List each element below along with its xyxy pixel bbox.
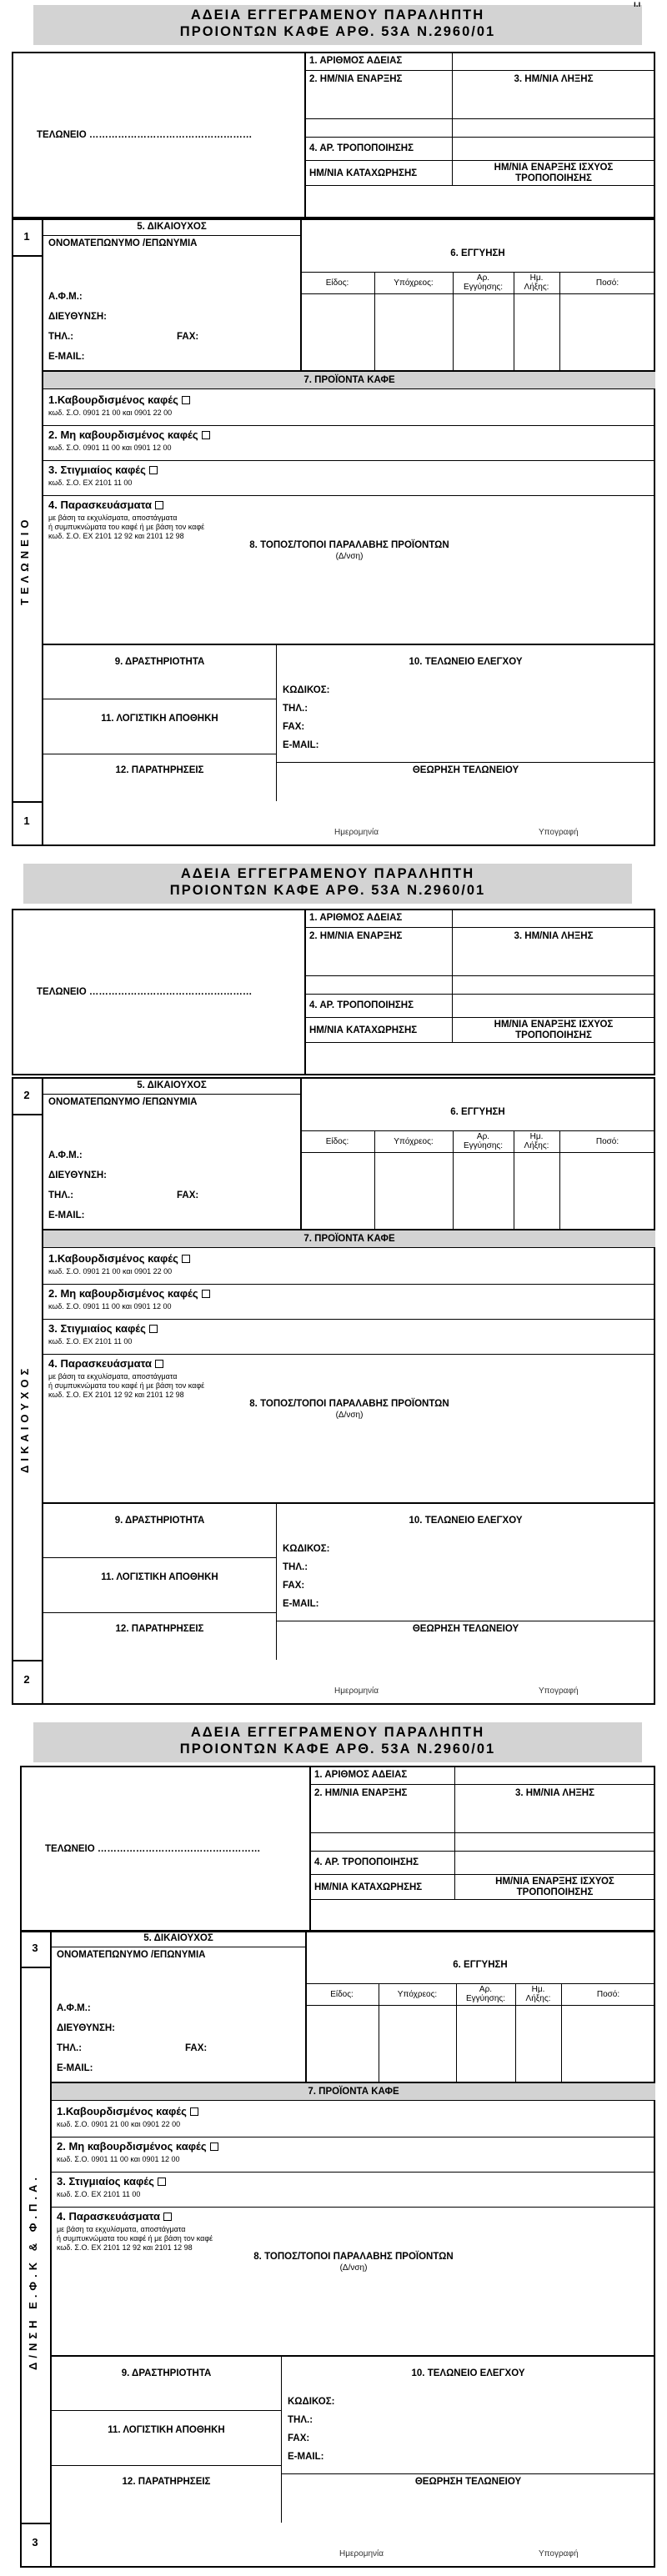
product-name-text: 3. Στιγμιαίος καφές	[48, 464, 146, 476]
field-6-guarantee: 6. ΕΓΓΥΗΣΗ	[450, 248, 505, 258]
header-row-line	[304, 160, 655, 161]
title-line-2: ΠΡΟΙΟΝΤΩΝ ΚΑΦΕ ΑΡΘ. 53Α Ν.2960/01	[179, 24, 496, 39]
lower-row-line	[52, 2465, 281, 2466]
product-3-codes: κωδ. Σ.Ο. ΕΧ 2101 11 00	[48, 1337, 133, 1346]
product-2-codes: κωδ. Σ.Ο. 0901 11 00 και 0901 12 00	[48, 1302, 172, 1311]
header-row-line	[309, 1899, 655, 1900]
copy-side-label: ΔΙΚΑΙΟΥΧΟΣ	[18, 1364, 31, 1474]
amendment-validity-line-2: ΤΡΟΠΟΠΟΙΗΣΗΣ	[515, 173, 592, 183]
product-row-line	[43, 1354, 655, 1355]
signature-label: Υπογραφή	[539, 1686, 579, 1696]
preparations-line-3: κωδ. Σ.Ο. ΕΧ 2101 12 92 και 2101 12 98	[57, 2243, 193, 2252]
header-row-line	[304, 1017, 655, 1018]
guarantee-col-number	[453, 273, 514, 292]
amendment-validity-line-1: ΗΜ/ΝΙΑ ΕΝΑΡΞΗΣ ΙΣΧΥΟΣ	[495, 1877, 614, 1887]
product-2-name	[48, 1287, 210, 1300]
preparations-line-3: κωδ. Σ.Ο. ΕΧ 2101 12 92 και 2101 12 98	[48, 532, 184, 540]
customs-office-label: ΤΕΛΩΝΕΙΟ ……………………………………………	[37, 987, 253, 997]
preparations-name-text: 4. Παρασκευάσματα	[48, 499, 153, 511]
field-6-guarantee: 6. ΕΓΓΥΗΣΗ	[450, 1107, 505, 1117]
preparations-name-text: 4. Παρασκευάσματα	[48, 1357, 153, 1370]
guarantee-col-obligor	[374, 278, 453, 288]
side-strip-divider	[50, 1930, 52, 2568]
guarantee-col-number	[456, 1985, 515, 2003]
product-row-line	[43, 495, 655, 496]
product-3-name	[48, 464, 158, 476]
field-8-sub: (Δ/νση)	[339, 2263, 368, 2273]
field-8-places: 8. ΤΟΠΟΣ/ΤΟΠΟΙ ΠΑΡΑΛΑΒΗΣ ΠΡΟΪΟΝΤΩΝ	[249, 1399, 449, 1409]
field-11-tax-warehouse: 11. ΛΟΓΙΣΤΙΚΗ ΑΠΟΘΗΚΗ	[101, 714, 218, 724]
amendment-validity-line-1: ΗΜ/ΝΙΑ ΕΝΑΡΞΗΣ ΙΣΧΥΟΣ	[494, 163, 614, 173]
customs-visa-label: ΘΕΩΡΗΣΗ ΤΕΛΩΝΕΙΟΥ	[414, 2477, 522, 2487]
header-row-line	[304, 994, 655, 995]
product-checkbox[interactable]	[149, 466, 158, 474]
guarantee-col-expiry-text: Ημ.	[529, 1132, 544, 1141]
preparations-line-2: ή συμπυκνώματα του καφέ ή με βάση τον καφέ	[48, 1381, 205, 1390]
product-1-name	[57, 2105, 198, 2117]
control-email-label: E-MAIL:	[288, 2452, 324, 2462]
registration-date-label: ΗΜ/ΝΙΑ ΚΑΤΑΧΩΡΗΣΗΣ	[309, 168, 418, 178]
product-3-name	[57, 2175, 166, 2188]
preparations-checkbox[interactable]	[155, 1360, 163, 1368]
field-5-holder: 5. ΔΙΚΑΙΟΥΧΟΣ	[143, 1933, 213, 1943]
preparations-line-1: με βάση τα εκχυλίσματα, αποστάγματα	[57, 2225, 186, 2233]
guarantee-table-line	[300, 1152, 655, 1153]
title-line-1: ΑΔΕΙΑ ΕΓΓΕΓΡΑΜΕΝΟΥ ΠΑΡΑΛΗΠΤΗ	[190, 1725, 485, 1740]
email-label: E-MAIL:	[57, 2063, 93, 2073]
field-10-control-office: 10. ΤΕΛΩΝΕΙΟ ΕΛΕΓΧΟΥ	[409, 1516, 523, 1526]
header-col-line	[454, 1766, 455, 1784]
customs-visa-label: ΘΕΩΡΗΣΗ ΤΕΛΩΝΕΙΟΥ	[412, 765, 519, 775]
name-label: ΟΝΟΜΑΤΕΠΩΝΥΜΟ /ΕΠΩΝΥΜΙΑ	[48, 1097, 198, 1107]
preparations-line-2: ή συμπυκνώματα του καφέ ή με βάση τον καφέ	[57, 2234, 213, 2243]
tel-label: ΤΗΛ.:	[48, 1190, 74, 1200]
guarantee-col-amount-text: Ποσό:	[595, 278, 619, 288]
product-name-text: 2. Μη καβουρδισμένος καφές	[48, 428, 198, 441]
field-2-start-date: 2. ΗΜ/ΝΙΑ ΕΝΑΡΞΗΣ	[309, 74, 403, 84]
guarantee-col-expiry-text: Λήξης:	[524, 1141, 549, 1150]
product-row-line	[43, 1284, 655, 1285]
header-row-line	[309, 1874, 655, 1875]
products-line	[43, 1247, 655, 1248]
guarantee-col-expiry-text: Λήξης:	[524, 283, 549, 292]
amendment-validity-line-2: ΤΡΟΠΟΠΟΙΗΣΗΣ	[516, 1887, 594, 1897]
header-divider	[309, 1766, 311, 1932]
product-checkbox[interactable]	[202, 1290, 210, 1298]
product-checkbox[interactable]	[149, 1325, 158, 1333]
control-email-label: E-MAIL:	[283, 740, 319, 750]
side-strip-divider	[42, 1077, 43, 1705]
control-code-label: ΚΩΔΙΚΟΣ:	[283, 685, 330, 695]
product-name-text: 1.Καβουρδισμένος καφές	[57, 2105, 187, 2117]
product-row-line	[52, 2172, 655, 2173]
header-row-line	[304, 975, 655, 976]
product-1-name	[48, 393, 190, 406]
product-name-text: 3. Στιγμιαίος καφές	[57, 2175, 154, 2188]
tel-label: ΤΗΛ.:	[48, 332, 74, 342]
field-3-end-date: 3. ΗΜ/ΝΙΑ ΛΗΞΗΣ	[514, 74, 594, 84]
field-11-tax-warehouse: 11. ΛΟΓΙΣΤΙΚΗ ΑΠΟΘΗΚΗ	[108, 2425, 225, 2435]
customs-visa-label: ΘΕΩΡΗΣΗ ΤΕΛΩΝΕΙΟΥ	[412, 1624, 519, 1634]
product-checkbox[interactable]	[158, 2178, 166, 2186]
guarantee-col-amount	[559, 278, 655, 288]
field-12-remarks: 12. ΠΑΡΑΤΗΡΗΣΕΙΣ	[115, 765, 204, 775]
guarantee-col-expiry	[514, 273, 559, 292]
date-label: Ημερομηνία	[334, 1686, 379, 1696]
guarantee-col-obligor	[374, 1137, 453, 1146]
guarantee-col-type	[305, 1990, 379, 1999]
afm-label: Α.Φ.Μ.:	[57, 2003, 91, 2013]
guarantee-col-expiry	[514, 1132, 559, 1150]
holder-title-line	[43, 1094, 300, 1095]
preparations-name-text: 4. Παρασκευάσματα	[57, 2210, 161, 2223]
product-row-line	[43, 1319, 655, 1320]
form-copy-3	[0, 1717, 667, 2576]
lower-top-line	[43, 1502, 655, 1504]
amendment-validity-line-1: ΗΜ/ΝΙΑ ΕΝΑΡΞΗΣ ΙΣΧΥΟΣ	[494, 1020, 614, 1030]
header-col-line	[452, 52, 453, 70]
product-row-line	[43, 425, 655, 426]
product-checkbox[interactable]	[202, 431, 210, 439]
amendment-validity-line-2: ΤΡΟΠΟΠΟΙΗΣΗΣ	[515, 1030, 592, 1040]
copy-number-bottom: 2	[23, 1673, 30, 1686]
guarantee-col-obligor-text: Υπόχρεος:	[394, 1137, 434, 1146]
address-label: ΔΙΕΥΘΥΝΣΗ:	[48, 312, 107, 322]
product-name-text: 3. Στιγμιαίος καφές	[48, 1322, 146, 1335]
header-row-line	[304, 927, 655, 928]
field-9-activity: 9. ΔΡΑΣΤΗΡΙΟΤΗΤΑ	[114, 657, 205, 667]
product-row-line	[43, 460, 655, 461]
guarantee-col-type	[300, 278, 374, 288]
guarantee-col-obligor	[379, 1990, 456, 1999]
fax-label: FAX:	[177, 332, 199, 342]
guarantee-table-line	[305, 2005, 655, 2006]
guarantee-col-number-text: Αρ.	[476, 273, 490, 283]
guarantee-col-amount-text: Ποσό:	[595, 1137, 619, 1146]
copy-number-box-line	[12, 1114, 42, 1115]
header-col-line	[452, 909, 453, 927]
guarantee-col-type	[300, 1137, 374, 1146]
field-3-end-date: 3. ΗΜ/ΝΙΑ ΛΗΞΗΣ	[514, 931, 594, 941]
field-9-activity: 9. ΔΡΑΣΤΗΡΙΟΤΗΤΑ	[114, 1516, 205, 1526]
control-fax-label: FAX:	[283, 722, 305, 732]
field-10-control-office: 10. ΤΕΛΩΝΕΙΟ ΕΛΕΓΧΟΥ	[409, 657, 523, 667]
product-name-text: 2. Μη καβουρδισμένος καφές	[48, 1287, 198, 1300]
form-title	[33, 1722, 642, 1762]
holder-guarantee-divider	[305, 1930, 307, 2082]
preparations-name	[57, 2210, 172, 2223]
afm-label: Α.Φ.Μ.:	[48, 1150, 83, 1160]
field-4-amendment-number: 4. ΑΡ. ΤΡΟΠΟΠΟΙΗΣΗΣ	[314, 1857, 419, 1867]
guarantee-col-expiry-text: Ημ.	[531, 1985, 545, 1994]
product-1-codes: κωδ. Σ.Ο. 0901 21 00 και 0901 22 00	[48, 1267, 173, 1275]
product-3-name	[48, 1322, 158, 1335]
guarantee-col-expiry-text: Ημ.	[529, 273, 544, 283]
guarantee-col-number-text: Αρ.	[476, 1132, 490, 1141]
field-7-products: 7. ΠΡΟΪΟΝΤΑ ΚΑΦΕ	[52, 2083, 655, 2100]
field-3-end-date: 3. ΗΜ/ΝΙΑ ΛΗΞΗΣ	[514, 1788, 595, 1798]
name-label: ΟΝΟΜΑΤΕΠΩΝΥΜΟ /ΕΠΩΝΥΜΙΑ	[57, 1950, 206, 1960]
lower-top-line	[43, 644, 655, 645]
registration-date-label: ΗΜ/ΝΙΑ ΚΑΤΑΧΩΡΗΣΗΣ	[314, 1882, 423, 1892]
field-12-remarks: 12. ΠΑΡΑΤΗΡΗΣΕΙΣ	[115, 1624, 204, 1634]
product-2-name	[57, 2140, 218, 2153]
lower-col-line	[276, 1502, 277, 1660]
lower-top-line	[52, 2355, 655, 2357]
header-row-line	[309, 1832, 655, 1833]
guarantee-col-number-text: Εγγύησης:	[463, 283, 504, 292]
fax-label: FAX:	[177, 1190, 199, 1200]
guarantee-col-expiry-text: Λήξης:	[525, 1994, 551, 2003]
copy-number-bottom: 1	[23, 814, 30, 827]
customs-office-label: ΤΕΛΩΝΕΙΟ ……………………………………………	[45, 1844, 261, 1854]
product-1-codes: κωδ. Σ.Ο. 0901 21 00 και 0901 22 00	[57, 2120, 181, 2128]
field-5-holder: 5. ΔΙΚΑΙΟΥΧΟΣ	[137, 1080, 207, 1090]
product-checkbox[interactable]	[190, 2107, 198, 2116]
holder-guarantee-divider	[300, 1077, 302, 1229]
guarantee-table-line	[300, 293, 655, 294]
product-name-text: 1.Καβουρδισμένος καφές	[48, 393, 178, 406]
preparations-line-2: ή συμπυκνώματα του καφέ ή με βάση τον καφέ	[48, 523, 205, 531]
control-code-label: ΚΩΔΙΚΟΣ:	[283, 1544, 330, 1554]
lower-col-line	[281, 2355, 282, 2523]
guarantee-col-obligor-text: Υπόχρεος:	[397, 1990, 438, 1999]
header-row-line	[304, 137, 655, 138]
lower-col-line	[276, 644, 277, 801]
lower-row-line	[52, 2410, 281, 2411]
field-11-tax-warehouse: 11. ΛΟΓΙΣΤΙΚΗ ΑΠΟΘΗΚΗ	[101, 1572, 218, 1582]
field-9-activity: 9. ΔΡΑΣΤΗΡΙΟΤΗΤΑ	[121, 2368, 212, 2378]
title-line-1: ΑΔΕΙΑ ΕΓΓΕΓΡΑΜΕΝΟΥ ΠΑΡΑΛΗΠΤΗ	[190, 8, 485, 23]
guarantee-col-type-text: Είδος:	[330, 1990, 354, 1999]
field-10-control-office: 10. ΤΕΛΩΝΕΙΟ ΕΛΕΓΧΟΥ	[411, 2368, 525, 2378]
product-2-name	[48, 428, 210, 441]
field-5-holder: 5. ΔΙΚΑΙΟΥΧΟΣ	[137, 222, 207, 232]
copy-number-box-line	[12, 255, 42, 257]
guarantee-col-number-text: Εγγύησης:	[465, 1994, 506, 2003]
date-label: Ημερομηνία	[334, 828, 379, 837]
field-2-start-date: 2. ΗΜ/ΝΙΑ ΕΝΑΡΞΗΣ	[309, 931, 403, 941]
field-2-start-date: 2. ΗΜ/ΝΙΑ ΕΝΑΡΞΗΣ	[314, 1788, 408, 1798]
holder-title-line	[43, 235, 300, 236]
field-7-products: 7. ΠΡΟΪΟΝΤΑ ΚΑΦΕ	[43, 372, 655, 388]
product-checkbox[interactable]	[182, 396, 190, 404]
control-code-label: ΚΩΔΙΚΟΣ:	[288, 2397, 335, 2407]
product-name-text: 2. Μη καβουρδισμένος καφές	[57, 2140, 207, 2153]
form-title	[33, 5, 642, 45]
field-8-places: 8. ΤΟΠΟΣ/ΤΟΠΟΙ ΠΑΡΑΛΑΒΗΣ ΠΡΟΪΟΝΤΩΝ	[249, 540, 449, 550]
product-3-codes: κωδ. Σ.Ο. ΕΧ 2101 11 00	[57, 2190, 141, 2198]
copy-number-top: 3	[32, 1942, 38, 1954]
guarantee-col-expiry	[515, 1985, 561, 2003]
guarantee-table-line	[305, 1983, 655, 1984]
signature-label: Υπογραφή	[539, 828, 579, 837]
guarantee-table-line	[300, 272, 655, 273]
guarantee-col-number-text: Αρ.	[479, 1985, 493, 1994]
control-tel-label: ΤΗΛ.:	[283, 1562, 308, 1572]
preparations-name	[48, 1357, 163, 1370]
field-1-permit-number: 1. ΑΡΙΘΜΟΣ ΑΔΕΙΑΣ	[309, 56, 403, 66]
guarantee-col-type-text: Είδος:	[325, 278, 349, 288]
date-label: Ημερομηνία	[339, 2549, 384, 2558]
afm-label: Α.Φ.Μ.:	[48, 292, 83, 302]
product-row-line	[52, 2207, 655, 2208]
product-name-text: 1.Καβουρδισμένος καφές	[48, 1252, 178, 1265]
copy-number-box-line	[20, 1967, 50, 1968]
fax-label: FAX:	[185, 2043, 208, 2053]
form-copy-1	[0, 0, 667, 859]
copy-side-label: ΤΕΛΩΝΕΙΟ	[18, 515, 31, 605]
guarantee-col-amount	[559, 1137, 655, 1146]
header-col-line	[454, 1832, 455, 1874]
email-label: E-MAIL:	[48, 352, 85, 362]
customs-office-label: ΤΕΛΩΝΕΙΟ ……………………………………………	[37, 130, 253, 140]
preparations-checkbox[interactable]	[163, 2213, 172, 2221]
field-12-remarks: 12. ΠΑΡΑΤΗΡΗΣΕΙΣ	[122, 2477, 211, 2487]
preparations-line-3: κωδ. Σ.Ο. ΕΧ 2101 12 92 και 2101 12 98	[48, 1391, 184, 1399]
field-6-guarantee: 6. ΕΓΓΥΗΣΗ	[453, 1960, 508, 1970]
control-tel-label: ΤΗΛ.:	[283, 704, 308, 714]
copy-number-top: 1	[23, 230, 30, 243]
top-corner-mark: ı.ı	[634, 0, 641, 9]
header-row-line	[304, 118, 655, 119]
header-col-line	[452, 118, 453, 160]
name-label: ΟΝΟΜΑΤΕΠΩΝΥΜΟ /ΕΠΩΝΥΜΙΑ	[48, 238, 198, 248]
form-title	[23, 864, 632, 904]
field-8-sub: (Δ/νση)	[335, 552, 364, 561]
copy-number-box-line	[12, 1660, 42, 1661]
guarantee-table-line	[300, 1130, 655, 1131]
guarantee-col-number	[453, 1132, 514, 1150]
preparations-line-1: με βάση τα εκχυλίσματα, αποστάγματα	[48, 514, 178, 522]
guarantee-col-type-text: Είδος:	[325, 1137, 349, 1146]
guarantee-col-obligor-text: Υπόχρεος:	[394, 278, 434, 288]
product-2-codes: κωδ. Σ.Ο. 0901 11 00 και 0901 12 00	[48, 444, 172, 452]
field-4-amendment-number: 4. ΑΡ. ΤΡΟΠΟΠΟΙΗΣΗΣ	[309, 1000, 414, 1010]
copy-number-box-line	[20, 2523, 50, 2524]
product-3-codes: κωδ. Σ.Ο. ΕΧ 2101 11 00	[48, 479, 133, 487]
header-col-line	[452, 975, 453, 1017]
copy-number-top: 2	[23, 1089, 30, 1101]
copy-side-label: Δ/ΝΣΗ Ε.Φ.Κ & Φ.Π.Α.	[27, 2173, 39, 2370]
visa-line	[281, 2473, 655, 2474]
copy-number-box-line	[12, 801, 42, 803]
product-1-codes: κωδ. Σ.Ο. 0901 21 00 και 0901 22 00	[48, 408, 173, 417]
preparations-line-1: με βάση τα εκχυλίσματα, αποστάγματα	[48, 1372, 178, 1381]
form-copy-2	[0, 859, 667, 1717]
header-divider	[304, 52, 306, 218]
product-2-codes: κωδ. Σ.Ο. 0901 11 00 και 0901 12 00	[57, 2155, 180, 2163]
lower-row-line	[43, 1557, 276, 1558]
products-line	[43, 388, 655, 389]
title-line-2: ΠΡΟΙΟΝΤΩΝ ΚΑΦΕ ΑΡΘ. 53Α Ν.2960/01	[169, 883, 486, 898]
product-1-name	[48, 1252, 190, 1265]
guarantee-col-number-text: Εγγύησης:	[463, 1141, 504, 1150]
tel-label: ΤΗΛ.:	[57, 2043, 83, 2053]
product-checkbox[interactable]	[210, 2142, 218, 2151]
email-label: E-MAIL:	[48, 1210, 85, 1220]
address-label: ΔΙΕΥΘΥΝΣΗ:	[48, 1170, 107, 1180]
field-7-products: 7. ΠΡΟΪΟΝΤΑ ΚΑΦΕ	[43, 1230, 655, 1247]
field-4-amendment-number: 4. ΑΡ. ΤΡΟΠΟΠΟΙΗΣΗΣ	[309, 143, 414, 153]
header-divider	[304, 909, 306, 1075]
guarantee-col-amount-text: Ποσό:	[596, 1990, 620, 1999]
header-row-line	[309, 1784, 655, 1785]
control-fax-label: FAX:	[288, 2433, 310, 2443]
preparations-checkbox[interactable]	[155, 501, 163, 509]
header-row-line	[309, 1851, 655, 1852]
registration-date-label: ΗΜ/ΝΙΑ ΚΑΤΑΧΩΡΗΣΗΣ	[309, 1025, 418, 1035]
products-line	[52, 2100, 655, 2101]
control-tel-label: ΤΗΛ.:	[288, 2415, 313, 2425]
control-email-label: E-MAIL:	[283, 1599, 319, 1609]
control-fax-label: FAX:	[283, 1581, 305, 1591]
preparations-name	[48, 499, 163, 511]
visa-line	[276, 762, 655, 763]
holder-guarantee-divider	[300, 218, 302, 370]
field-8-places: 8. ΤΟΠΟΣ/ΤΟΠΟΙ ΠΑΡΑΛΑΒΗΣ ΠΡΟΪΟΝΤΩΝ	[253, 2252, 454, 2262]
side-strip-divider	[42, 218, 43, 846]
header-row-line	[304, 70, 655, 71]
title-line-1: ΑΔΕΙΑ ΕΓΓΕΓΡΑΜΕΝΟΥ ΠΑΡΑΛΗΠΤΗ	[180, 866, 475, 881]
header-row-line	[304, 185, 655, 186]
guarantee-col-amount	[561, 1990, 655, 1999]
header-row-line	[304, 1042, 655, 1043]
address-label: ΔΙΕΥΘΥΝΣΗ:	[57, 2023, 115, 2033]
lower-row-line	[43, 1612, 276, 1613]
field-8-sub: (Δ/νση)	[335, 1411, 364, 1420]
product-checkbox[interactable]	[182, 1255, 190, 1263]
title-line-2: ΠΡΟΙΟΝΤΩΝ ΚΑΦΕ ΑΡΘ. 53Α Ν.2960/01	[179, 1742, 496, 1757]
field-1-permit-number: 1. ΑΡΙΘΜΟΣ ΑΔΕΙΑΣ	[314, 1770, 408, 1780]
copy-number-bottom: 3	[32, 2536, 38, 2548]
signature-label: Υπογραφή	[539, 2549, 579, 2558]
field-1-permit-number: 1. ΑΡΙΘΜΟΣ ΑΔΕΙΑΣ	[309, 913, 403, 923]
